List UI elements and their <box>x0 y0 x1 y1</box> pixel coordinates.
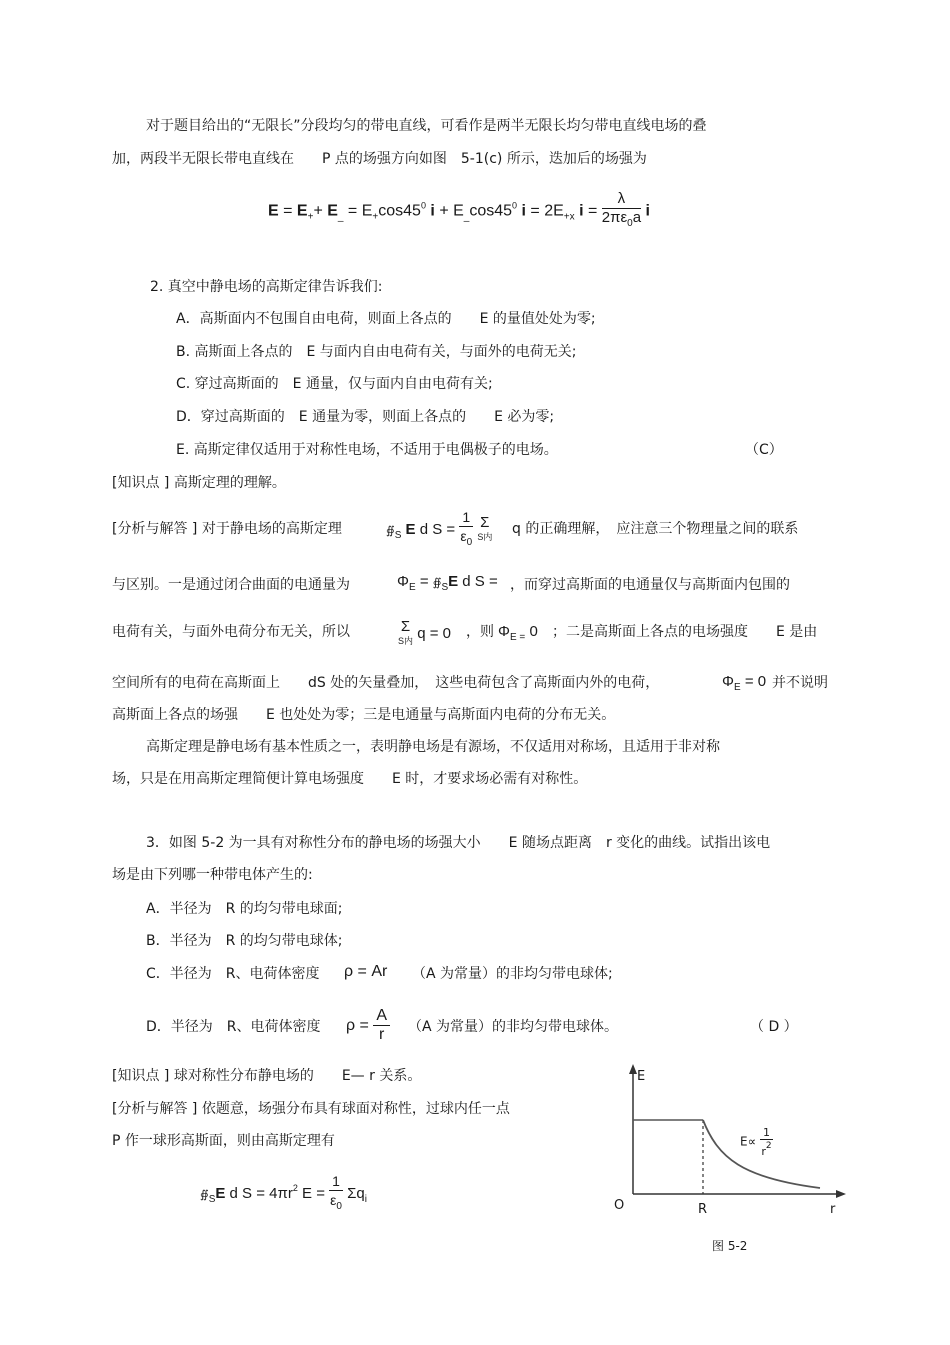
q3-option-d-density: ρ = $\frac{A}{r}$ <box>346 1000 390 1052</box>
y-axis-label: E <box>637 1069 646 1084</box>
q3-option-c-density: ρ = Ar <box>344 963 388 980</box>
q2-option-c: C. 穿过高斯面的 E 通量，仅与面内自由电荷有关; <box>176 376 493 392</box>
q3-gauss-equation: $∯_SE$ d $S = 4\pi r^2$ E = $\frac{1}{\varepsilon_0}$ $\Sigma q_i$ <box>200 1173 367 1213</box>
q3-answer: （ D ） <box>750 1019 798 1035</box>
q2-analysis-tail: q 的正确理解， 应注意三个物理量之间的联系 <box>512 521 799 537</box>
charge-sum-zero: Σ S内 q = 0 <box>398 618 451 647</box>
q2-option-d: D．穿过高斯面的 E 通量为零，则面上各点的 E 必为零; <box>176 409 555 425</box>
q3-analysis-line-2: P 作一球形高斯面，则由高斯定理有 <box>112 1133 335 1149</box>
q2-option-e: E. 高斯定律仅适用于对称性电场，不适用于电偶极子的电场。 <box>176 442 558 458</box>
q2-para-6: 高斯定理是静电场有基本性质之一，表明静电场是有源场，不仅适用对称场，且适用于非对称 <box>146 739 720 755</box>
q2-para-3-tail: ；二是高斯面上各点的电场强度 E 是由 <box>552 624 818 640</box>
curve-label: E∝ $\frac{1}{r^2}$ <box>740 1126 772 1158</box>
q2-para-3-mid: ，则 <box>466 624 494 640</box>
q3-stem-line-2: 场是由下列哪一种带电体产生的: <box>112 867 313 883</box>
q2-option-a: A．高斯面内不包围自由电荷，则面上各点的 E 的量值处处为零; <box>176 311 596 327</box>
superposition-equation: $E = E_++ E_{\_} = E_+\cos 45^0$ $i + E_{\_}\cos 45^0$ $i = 2E_{+x}$ i = $\frac{\lambda}{2\pi\varepsilon_0a}$ i <box>268 190 650 229</box>
q2-para-5: 高斯面上各点的场强 E 也处处为零；三是电通量与高斯面内电荷的分布无关。 <box>112 707 616 723</box>
y-axis-arrow <box>629 1064 637 1074</box>
q3-knowledge-point: [知识点 ] 球对称性分布静电场的 E— r 关系。 <box>112 1068 422 1084</box>
flux-zero-2: $\Phi_E = 0$ <box>722 673 767 693</box>
q3-option-d-tail: （A 为常量）的非均匀带电球体。 <box>408 1019 619 1035</box>
q2-para-2-head: 与区别。一是通过闭合曲面的电通量为 <box>112 577 350 593</box>
q2-para-7: 场，只是在用高斯定理简便计算电场强度 E 时，才要求场必需有对称性。 <box>112 771 588 787</box>
intro-line-2: 加，两段半无限长带电直线在 P 点的场强方向如图 5-1(c) 所示，迭加后的场强为 <box>112 151 647 167</box>
q2-knowledge-point: [知识点 ] 高斯定理的理解。 <box>112 475 286 491</box>
x-axis-label: r <box>830 1202 836 1217</box>
q3-option-b: B．半径为 R 的均匀带电球体; <box>146 933 343 949</box>
q2-para-3-head: 电荷有关，与面外电荷分布无关，所以 <box>112 624 350 640</box>
q2-answer: （C） <box>745 442 783 458</box>
q2-para-4-head: 空间所有的电荷在高斯面上 dS 处的矢量叠加， 这些电荷包含了高斯面内外的电荷， <box>112 675 660 691</box>
q3-option-c-tail: （A 为常量）的非均匀带电球体; <box>412 966 613 982</box>
figure-e-vs-r <box>614 1062 854 1226</box>
x-axis-arrow <box>836 1190 846 1198</box>
figure-caption: 图 5-2 <box>712 1239 748 1253</box>
r-mark-label: R <box>698 1202 708 1217</box>
intro-line-1: 对于题目给出的“无限长”分段均匀的带电直线，可看作是两半无限长均匀带电直线电场的叠 <box>146 118 707 134</box>
q2-para-2-tail: ，而穿过高斯面的电通量仅与高斯面内包围的 <box>510 577 790 593</box>
flux-zero: $\Phi_{E =}$ 0 <box>498 623 538 643</box>
q2-stem: 2. 真空中静电场的高斯定律告诉我们: <box>150 279 383 295</box>
q3-analysis-line-1: [分析与解答 ] 依题意，场强分布具有球面对称性，过球内任一点 <box>112 1101 510 1117</box>
q3-option-a: A．半径为 R 的均匀带电球面; <box>146 901 343 917</box>
q2-analysis-head: [分析与解答 ] 对于静电场的高斯定理 <box>112 521 342 537</box>
q3-option-c-head: C．半径为 R、电荷体密度 <box>146 966 320 982</box>
q2-para-4-tail: 并不说明 <box>772 675 828 691</box>
e-r-graph <box>614 1062 854 1222</box>
flux-definition: $\Phi_E$ = $∯_SE$ d S = <box>397 573 498 593</box>
origin-label: O <box>614 1198 625 1213</box>
q2-option-b: B. 高斯面上各点的 E 与面内自由电荷有关，与面外的电荷无关; <box>176 344 577 360</box>
q3-option-d-head: D．半径为 R、电荷体密度 <box>146 1019 321 1035</box>
gauss-law-equation: $∯_S$ E d S = $\frac{1}{\varepsilon_0}$ Σ S内 <box>386 509 493 548</box>
q3-stem-line-1: 3．如图 5-2 为一具有对称性分布的静电场的场强大小 E 随场点距离 r 变化的曲线。试指出该电 <box>146 835 771 851</box>
